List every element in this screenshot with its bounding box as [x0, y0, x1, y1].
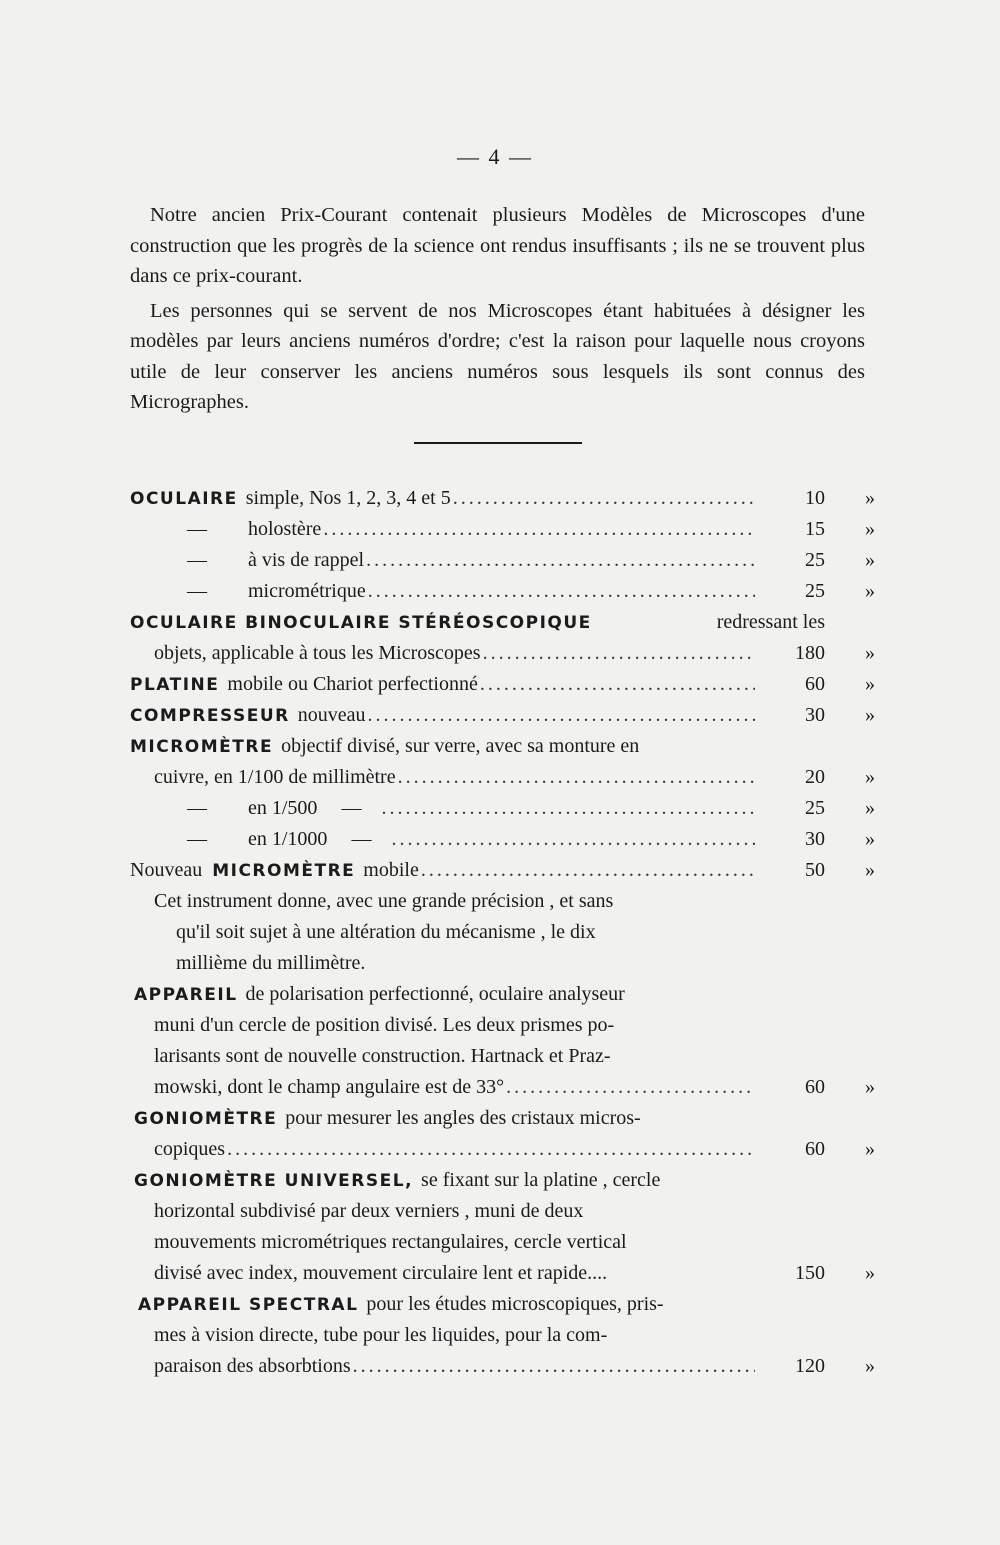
item-price: 25: [805, 580, 825, 602]
item-text: horizontal subdivisé par deux verniers , muni de deux: [154, 1200, 584, 1222]
catalog-row-micrometre: [130, 731, 875, 762]
item-text: en 1/500: [248, 797, 318, 819]
catalog-row-micrometre-100: [130, 762, 875, 793]
catalog-row-goniometre-universel: [130, 1165, 875, 1196]
dot-leader: [381, 793, 755, 824]
item-keyword: MICROMÈTRE: [212, 861, 356, 881]
price-unit: »: [865, 859, 875, 881]
price-unit: »: [865, 518, 875, 540]
item-text: nouveau: [297, 704, 366, 726]
dot-leader: [368, 700, 755, 731]
item-text: se fixant sur la platine , cercle: [421, 1169, 661, 1191]
item-price: 25: [805, 797, 825, 819]
item-text: mobile ou Chariot perfectionné: [227, 673, 478, 695]
item-keyword: GONIOMÈTRE: [134, 1109, 278, 1129]
price-catalog: [130, 483, 875, 1382]
intro-paragraph-2: Les personnes qui se servent de nos Microscopes étant habituées à désigner les modèles par leurs anciens numéros d'ordre; c'est la raison pour laquelle nous croyons utile de leur conserver les anciens numéros sous lesquels ils sont connus des Micrographes.: [130, 299, 865, 413]
item-keyword: PLATINE: [130, 675, 220, 695]
item-text: mouvements micrométriques rectangulaires, cercle vertical: [154, 1231, 627, 1253]
item-text: paraison des absorbtions: [154, 1355, 351, 1377]
dot-leader: [353, 1351, 755, 1382]
item-keyword: OCULAIRE BINOCULAIRE STÉRÉOSCOPIQUE: [130, 613, 592, 633]
item-text: mowski, dont le champ angulaire est de 33°: [154, 1076, 505, 1098]
item-keyword: MICROMÈTRE: [130, 737, 274, 757]
dot-leader: [398, 762, 755, 793]
catalog-desc-line: [130, 948, 875, 979]
catalog-row-binoculaire: [130, 607, 875, 638]
catalog-row-appareil-spectral-cont: [130, 1351, 875, 1382]
item-text: pour mesurer les angles des cristaux micros-: [285, 1107, 641, 1129]
item-price: 20: [805, 766, 825, 788]
item-price: 60: [805, 1076, 825, 1098]
price-unit: »: [865, 828, 875, 850]
item-price: 180: [795, 642, 825, 664]
price-unit: »: [865, 673, 875, 695]
item-description: Cet instrument donne, avec une grande précision , et sans: [154, 890, 614, 912]
dot-leader: [480, 669, 755, 700]
intro-paragraph-1: Notre ancien Prix-Courant contenait plusieurs Modèles de Microscopes d'une construction que les progrès de la science ont rendus insuffisants ; ils ne se trouvent plus dans ce prix-courant.: [130, 204, 865, 287]
ditto-dash: —: [187, 580, 207, 602]
item-text: holostère: [248, 518, 322, 540]
price-unit: »: [865, 1138, 875, 1160]
ditto-dash: —: [187, 549, 207, 571]
item-text: de polarisation perfectionné, oculaire analyseur: [245, 983, 625, 1005]
price-unit: »: [865, 704, 875, 726]
dot-leader: [483, 638, 755, 669]
item-prefix: Nouveau: [130, 859, 203, 881]
item-keyword: GONIOMÈTRE UNIVERSEL,: [134, 1171, 414, 1191]
item-text: larisants sont de nouvelle construction. Hartnack et Praz-: [154, 1045, 611, 1067]
item-price: 60: [805, 673, 825, 695]
item-text: simple, Nos 1, 2, 3, 4 et 5: [245, 487, 451, 509]
item-price: 15: [805, 518, 825, 540]
ditto-dash: —: [187, 518, 207, 540]
item-description: qu'il soit sujet à une altération du mécanisme , le dix: [176, 921, 596, 943]
price-unit: »: [865, 487, 875, 509]
item-price: 25: [805, 549, 825, 571]
catalog-row-appareil-cont: [130, 1072, 875, 1103]
price-unit: »: [865, 549, 875, 571]
catalog-row-micrometrique: [130, 576, 875, 607]
item-text: cuivre, en 1/100 de millimètre: [154, 766, 396, 788]
item-text: à vis de rappel: [248, 549, 365, 571]
catalog-row-goniometre-universel-cont: [130, 1258, 875, 1289]
catalog-row-appareil-spectral: [130, 1289, 875, 1320]
dot-leader: [323, 514, 755, 545]
price-unit: »: [865, 1262, 875, 1284]
ditto-dash: —: [351, 828, 372, 850]
price-unit: »: [865, 1076, 875, 1098]
dot-leader: [506, 1072, 755, 1103]
item-text: muni d'un cercle de position divisé. Les deux prismes po-: [154, 1014, 615, 1036]
price-unit: »: [865, 580, 875, 602]
catalog-row-goniometre-universel-cont: [130, 1227, 875, 1258]
item-keyword: APPAREIL: [134, 985, 238, 1005]
catalog-row-vis-rappel: [130, 545, 875, 576]
item-keyword: OCULAIRE: [130, 489, 238, 509]
catalog-row-nouveau-micrometre: [130, 855, 875, 886]
dot-leader: [391, 824, 755, 855]
catalog-row-goniometre: [130, 1103, 875, 1134]
item-text: objectif divisé, sur verre, avec sa monture en: [281, 735, 640, 757]
item-text: micrométrique: [248, 580, 366, 602]
section-separator: [414, 442, 582, 444]
item-price: 150: [795, 1262, 825, 1284]
catalog-row-oculaire-simple: [130, 483, 875, 514]
catalog-row-binoculaire-cont: [130, 638, 875, 669]
page-number: — 4 —: [457, 144, 533, 169]
catalog-row-appareil-cont: [130, 1010, 875, 1041]
item-description: millième du millimètre.: [176, 952, 366, 974]
price-unit: »: [865, 1355, 875, 1377]
ditto-dash: —: [187, 797, 207, 819]
dot-leader: [227, 1134, 755, 1165]
dot-leader: [368, 576, 755, 607]
item-text: mes à vision directe, tube pour les liquides, pour la com-: [154, 1324, 608, 1346]
catalog-desc-line: [130, 917, 875, 948]
catalog-row-goniometre-universel-cont: [130, 1196, 875, 1227]
price-unit: »: [865, 642, 875, 664]
catalog-row-goniometre-cont: [130, 1134, 875, 1165]
item-price: 120: [795, 1355, 825, 1377]
item-price: 30: [805, 704, 825, 726]
catalog-row-appareil-cont: [130, 1041, 875, 1072]
price-unit: »: [865, 766, 875, 788]
item-keyword: COMPRESSEUR: [130, 706, 290, 726]
catalog-desc-line: [130, 886, 875, 917]
dot-leader: [453, 483, 755, 514]
intro-text: [130, 200, 865, 418]
item-text: divisé avec index, mouvement circulaire lent et rapide....: [154, 1262, 608, 1284]
item-price: 30: [805, 828, 825, 850]
ditto-dash: —: [341, 797, 362, 819]
catalog-row-platine: [130, 669, 875, 700]
item-price: 10: [805, 487, 825, 509]
catalog-row-appareil: [130, 979, 875, 1010]
catalog-row-micrometre-1000: [130, 824, 875, 855]
item-text: redressant les: [716, 611, 825, 633]
item-text: mobile: [363, 859, 419, 881]
catalog-row-appareil-spectral-cont: [130, 1320, 875, 1351]
dot-leader: [366, 545, 755, 576]
item-text: objets, applicable à tous les Microscopes: [154, 642, 481, 664]
item-text: pour les études microscopiques, pris-: [366, 1293, 664, 1315]
ditto-dash: —: [187, 828, 207, 850]
catalog-row-compresseur: [130, 700, 875, 731]
dot-leader: [421, 855, 755, 886]
price-unit: »: [865, 797, 875, 819]
item-price: 50: [805, 859, 825, 881]
item-text: copiques: [154, 1138, 226, 1160]
item-keyword: APPAREIL SPECTRAL: [138, 1295, 359, 1315]
catalog-row-holostere: [130, 514, 875, 545]
item-price: 60: [805, 1138, 825, 1160]
item-text: en 1/1000: [248, 828, 328, 850]
catalog-row-micrometre-500: [130, 793, 875, 824]
